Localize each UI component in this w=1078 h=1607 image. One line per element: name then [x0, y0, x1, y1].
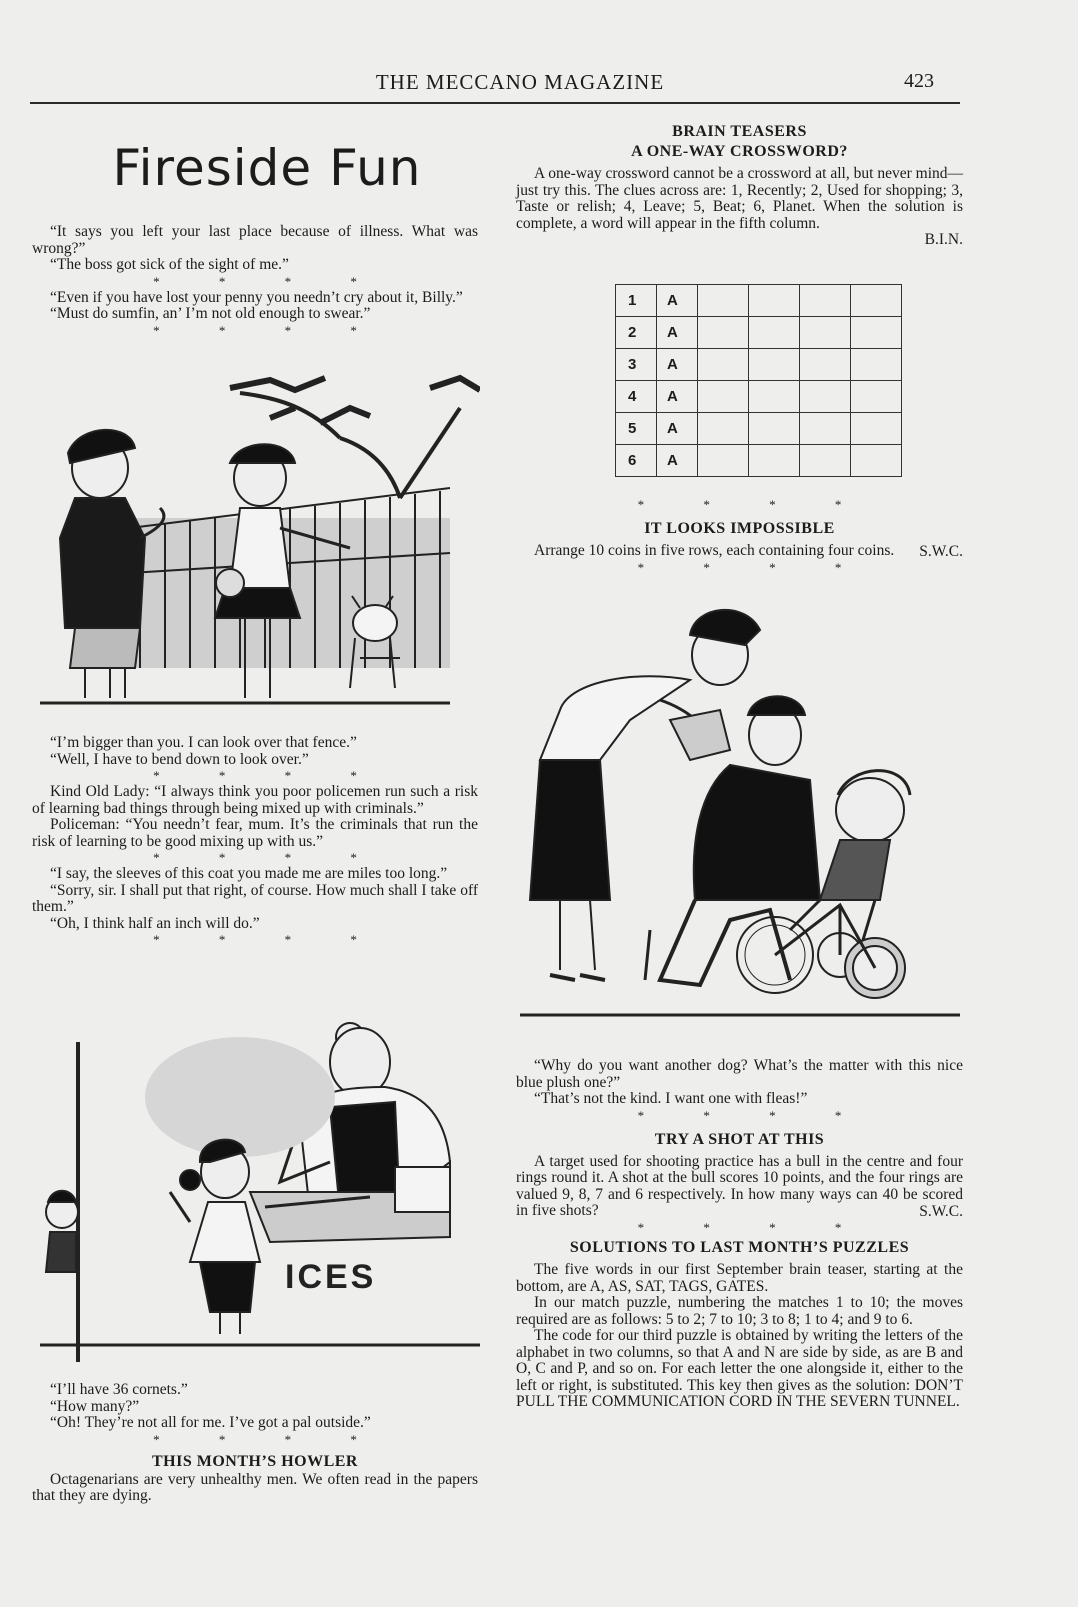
crossword-row-number: 1 [616, 285, 657, 317]
cartoon-caption: “That’s not the kind. I want one with fleas!” [534, 1090, 808, 1107]
cartoon-caption: “I’ll have 36 cornets.” [50, 1381, 188, 1398]
howler-text: Octagenarians are very unhealthy men. We often read in the papers that they are dying. [32, 1470, 478, 1504]
shot-heading: TRY A SHOT AT THIS [654, 1130, 825, 1148]
crossword-letter-cell: A [657, 445, 698, 477]
crossword-blank-cell [749, 381, 800, 413]
joke-text: Policeman: “You needn’t fear, mum. It’s the criminals that run the risk of learning to be good mixing up with us.” [32, 816, 478, 850]
crossword-blank-cell [800, 349, 851, 381]
crossword-blank-cell [698, 317, 749, 349]
crossword-blank-cell [749, 285, 800, 317]
crossword-row [616, 285, 902, 317]
separator-stars: * * * * [153, 273, 385, 289]
impossible-heading: IT LOOKS IMPOSSIBLE [644, 520, 835, 537]
cartoon-caption: “Why do you want another dog? What’s the matter with this nice blue plush one?” [516, 1057, 963, 1091]
crossword-letter-cell: A [657, 381, 698, 413]
crossword-row-number: 4 [616, 381, 657, 413]
cartoon-fence-illustration [40, 368, 480, 720]
separator-stars: * * * * [637, 1220, 870, 1235]
joke-text: “Oh, I think half an inch will do.” [50, 914, 260, 932]
crossword-blank-cell [749, 445, 800, 477]
crossword-row [616, 317, 902, 349]
crossword-blank-cell [698, 445, 749, 477]
separator-stars: * * * * [153, 850, 385, 865]
crossword-row [616, 445, 902, 477]
brain-teasers-heading: BRAIN TEASERS [672, 123, 807, 140]
crossword-row [616, 349, 902, 381]
joke-text: “Even if you have lost your penny you needn’t cry about it, Billy.” [50, 288, 463, 306]
crossword-blank-cell [800, 317, 851, 349]
peeking-boy [46, 1191, 78, 1272]
impossible-credit: S.W.C. [919, 542, 963, 560]
crossword-blank-cell [698, 349, 749, 381]
ices-sign: ICES [285, 1258, 377, 1296]
crossword-blank-cell [749, 413, 800, 445]
impossible-text: Arrange 10 coins in five rows, each containing four coins. [534, 542, 895, 559]
separator-stars: * * * * [637, 1107, 870, 1123]
crossword-letter-cell: A [657, 285, 698, 317]
joke-text: “It says you left your last place because of illness. What was wrong?” [32, 223, 478, 257]
crossword-blank-cell [851, 317, 902, 349]
left-column-top [32, 138, 478, 339]
crossword-text: A one-way crossword cannot be a crossword at all, but never mind—just try this. The clues across are: 1, Recently; 2, Used for shopping; 3, Taste or relish; 4, Leave; 5, Beat; 6, Planet. When the solution is complete, a word will appear in the fifth column. [516, 165, 963, 232]
solution-text: In our match puzzle, numbering the matches 1 to 10; the moves required are as follows: 5 to 2; 7 to 10; 3 to 8; 1 to 4; and 9 to 6. [516, 1294, 963, 1328]
page-number: 423 [904, 70, 934, 92]
crossword-blank-cell [851, 349, 902, 381]
magazine-title: THE MECCANO MAGAZINE [375, 70, 665, 94]
crossword-letter-cell: A [657, 349, 698, 381]
crossword-heading: A ONE-WAY CROSSWORD? [631, 143, 848, 160]
crossword-row-number: 3 [616, 349, 657, 381]
crossword-row-number: 2 [616, 317, 657, 349]
cartoon-caption: “I’m bigger than you. I can look over that fence.” [50, 734, 357, 751]
crossword-row [616, 413, 902, 445]
tricycle [737, 905, 905, 998]
crossword-blank-cell [851, 285, 902, 317]
fence [130, 488, 450, 668]
crossword-blank-cell [851, 381, 902, 413]
crossword-blank-cell [749, 317, 800, 349]
left-column-bottom [32, 1382, 478, 1505]
right-column-bottom [516, 1058, 963, 1411]
solution-text: The code for our third puzzle is obtained by writing the letters of the alphabet in two columns, so that A and N are side by side, as are B and O, C and P, and so on. For each letter the one alongside it, either to the left or right, is substituted. This key then gives as the solution: DON’T PULL THE COMMUNICATION CORD IN THE SEVERN TUNNEL. [516, 1327, 963, 1410]
crossword-blank-cell [851, 445, 902, 477]
joke-text: “The boss got sick of the sight of me.” [50, 256, 289, 273]
joke-text: Kind Old Lady: “I always think you poor policemen run such a risk of learning bad things through being mixed up with criminals.” [32, 783, 478, 817]
cartoon-caption: “Oh! They’re not all for me. I’ve got a pal outside.” [50, 1414, 371, 1431]
crossword-grid [615, 284, 902, 477]
page-header [30, 68, 960, 104]
cartoon-tricycle-illustration [520, 600, 965, 1055]
crossword-blank-cell [851, 413, 902, 445]
crossword-blank-cell [698, 285, 749, 317]
page-title: Fireside Fun [112, 139, 422, 197]
crossword-letter-cell: A [657, 413, 698, 445]
separator-stars: * * * * [153, 1431, 385, 1447]
right-column-top [516, 122, 963, 249]
crossword-blank-cell [800, 285, 851, 317]
crossword-blank-cell [749, 349, 800, 381]
crossword-row-number: 5 [616, 413, 657, 445]
separator-stars: * * * * [153, 322, 385, 338]
cartoon-ices-illustration [40, 1012, 480, 1382]
crossword-blank-cell [800, 381, 851, 413]
crossword-blank-cell [800, 413, 851, 445]
separator-stars: * * * * [153, 768, 385, 783]
separator-stars: * * * * [637, 560, 870, 575]
little-girl [170, 1140, 260, 1334]
crossword-row [616, 381, 902, 413]
crossword-blank-cell [698, 413, 749, 445]
joke-text: “Sorry, sir. I shall put that right, of course. How much shall I take off them.” [32, 881, 478, 915]
joke-text: “I say, the sleeves of this coat you made me are miles too long.” [50, 865, 448, 882]
shot-credit: S.W.C. [919, 1202, 963, 1220]
crossword-credit: B.I.N. [924, 231, 963, 248]
shot-text: A target used for shooting practice has a bull in the centre and four rings round it. A shot at the bull scores 10 points, and the four rings are valued 9, 8, 7 and 6 respectively. In how many ways can 40 be scored in five shots? [516, 1152, 963, 1219]
crossword-blank-cell [800, 445, 851, 477]
solution-text: The five words in our first September brain teaser, starting at the bottom, are A, AS, SAT, TAGS, GATES. [516, 1261, 963, 1295]
crossword-blank-cell [698, 381, 749, 413]
howler-heading: THIS MONTH’S HOWLER [152, 1452, 358, 1470]
joke-text: “Must do sumfin, an’ I’m not old enough to swear.” [50, 305, 371, 322]
solutions-heading: SOLUTIONS TO LAST MONTH’S PUZZLES [569, 1239, 910, 1256]
separator-stars: * * * * [153, 932, 385, 947]
crossword-letter-cell: A [657, 317, 698, 349]
cartoon-caption: “Well, I have to bend down to look over.” [50, 750, 309, 768]
cartoon-caption: “How many?” [50, 1397, 140, 1415]
crossword-row-number: 6 [616, 445, 657, 477]
right-column-impossible [516, 497, 963, 576]
separator-stars: * * * * [637, 497, 870, 512]
left-column-middle [32, 735, 478, 948]
